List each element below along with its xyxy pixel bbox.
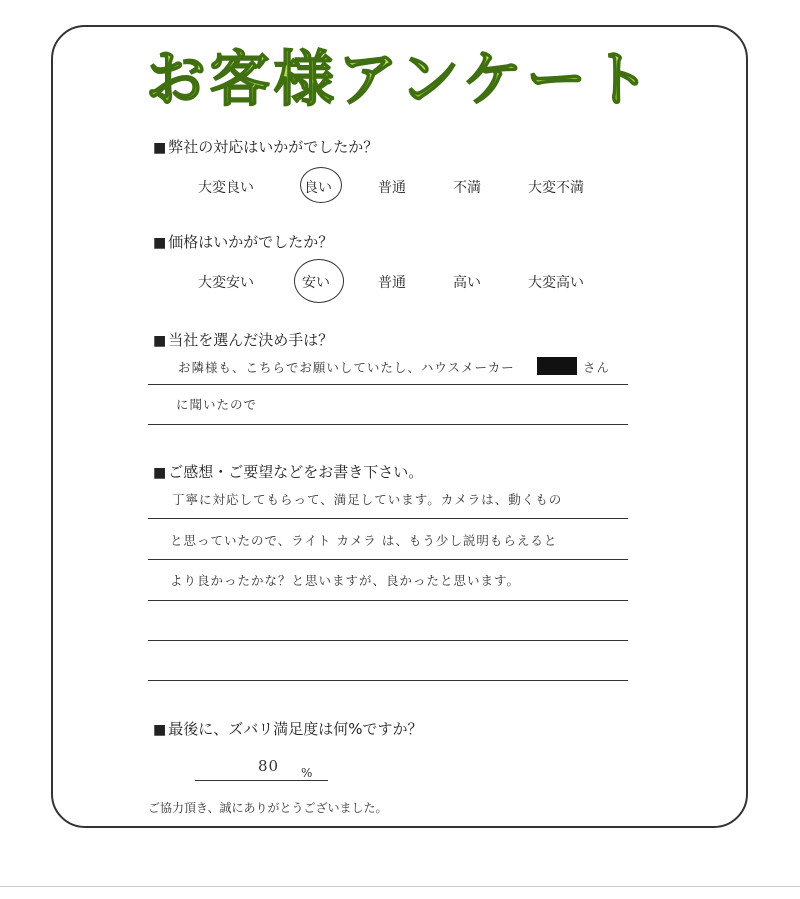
price-option-very-cheap[interactable]: 大変安い	[198, 275, 254, 291]
thank-you-note: ご協力頂き、誠にありがとうございました。	[148, 801, 388, 815]
price-option-cheap[interactable]: 安い	[302, 275, 330, 291]
percent-unit: %	[301, 766, 314, 780]
service-option-good[interactable]: 良い	[304, 180, 332, 196]
comment-line-2: と思っていたので、ライト カメラ は、もう少し説明もらえると	[170, 533, 558, 548]
deciding-answer-line-2: に聞いたので	[176, 397, 258, 412]
price-option-very-expensive[interactable]: 大変高い	[528, 275, 584, 291]
service-option-dissatisfied[interactable]: 不満	[453, 180, 481, 196]
deciding-answer-line-1: お隣様も、こちらでお願いしていたし、ハウスメーカー	[178, 360, 515, 375]
survey-title	[0, 38, 800, 118]
selected-circle-cheap	[294, 259, 344, 303]
question-service: ■ 弊社の対応はいかがでしたか？	[153, 136, 378, 157]
selected-circle-good	[300, 167, 342, 203]
survey-title-text: お客様アンケート	[145, 45, 655, 115]
comment-line-1: 丁寧に対応してもらって、満足しています。カメラは、動くもの	[172, 492, 563, 507]
deciding-answer-line-1-suffix: さん	[583, 360, 611, 375]
answer-line	[148, 600, 628, 601]
answer-line	[148, 424, 628, 425]
comment-line-3: より良かったかな？と思いますが、良かったと思います。	[170, 573, 521, 588]
scan-edge	[0, 886, 800, 887]
answer-line	[148, 518, 628, 519]
question-satisfaction: ■ 最後に、ズバリ満足度は何%ですか？	[153, 718, 423, 739]
answer-line	[148, 640, 628, 641]
question-deciding-factor: ■ 当社を選んだ決め手は？	[153, 329, 333, 350]
satisfaction-underline	[195, 780, 328, 781]
service-option-very-good[interactable]: 大変良い	[198, 180, 254, 196]
answer-line	[148, 680, 628, 681]
answer-line	[148, 559, 628, 560]
service-option-average[interactable]: 普通	[378, 180, 406, 196]
question-price: ■ 価格はいかがでしたか？	[153, 231, 333, 252]
price-option-average[interactable]: 普通	[378, 275, 406, 291]
service-option-very-dissatisfied[interactable]: 大変不満	[528, 180, 584, 196]
satisfaction-value[interactable]: 80	[258, 757, 280, 775]
answer-line	[148, 384, 628, 385]
price-option-expensive[interactable]: 高い	[453, 275, 481, 291]
question-comments: ■ ご感想・ご要望などをお書き下さい。	[153, 461, 423, 482]
redacted-name	[537, 357, 577, 375]
